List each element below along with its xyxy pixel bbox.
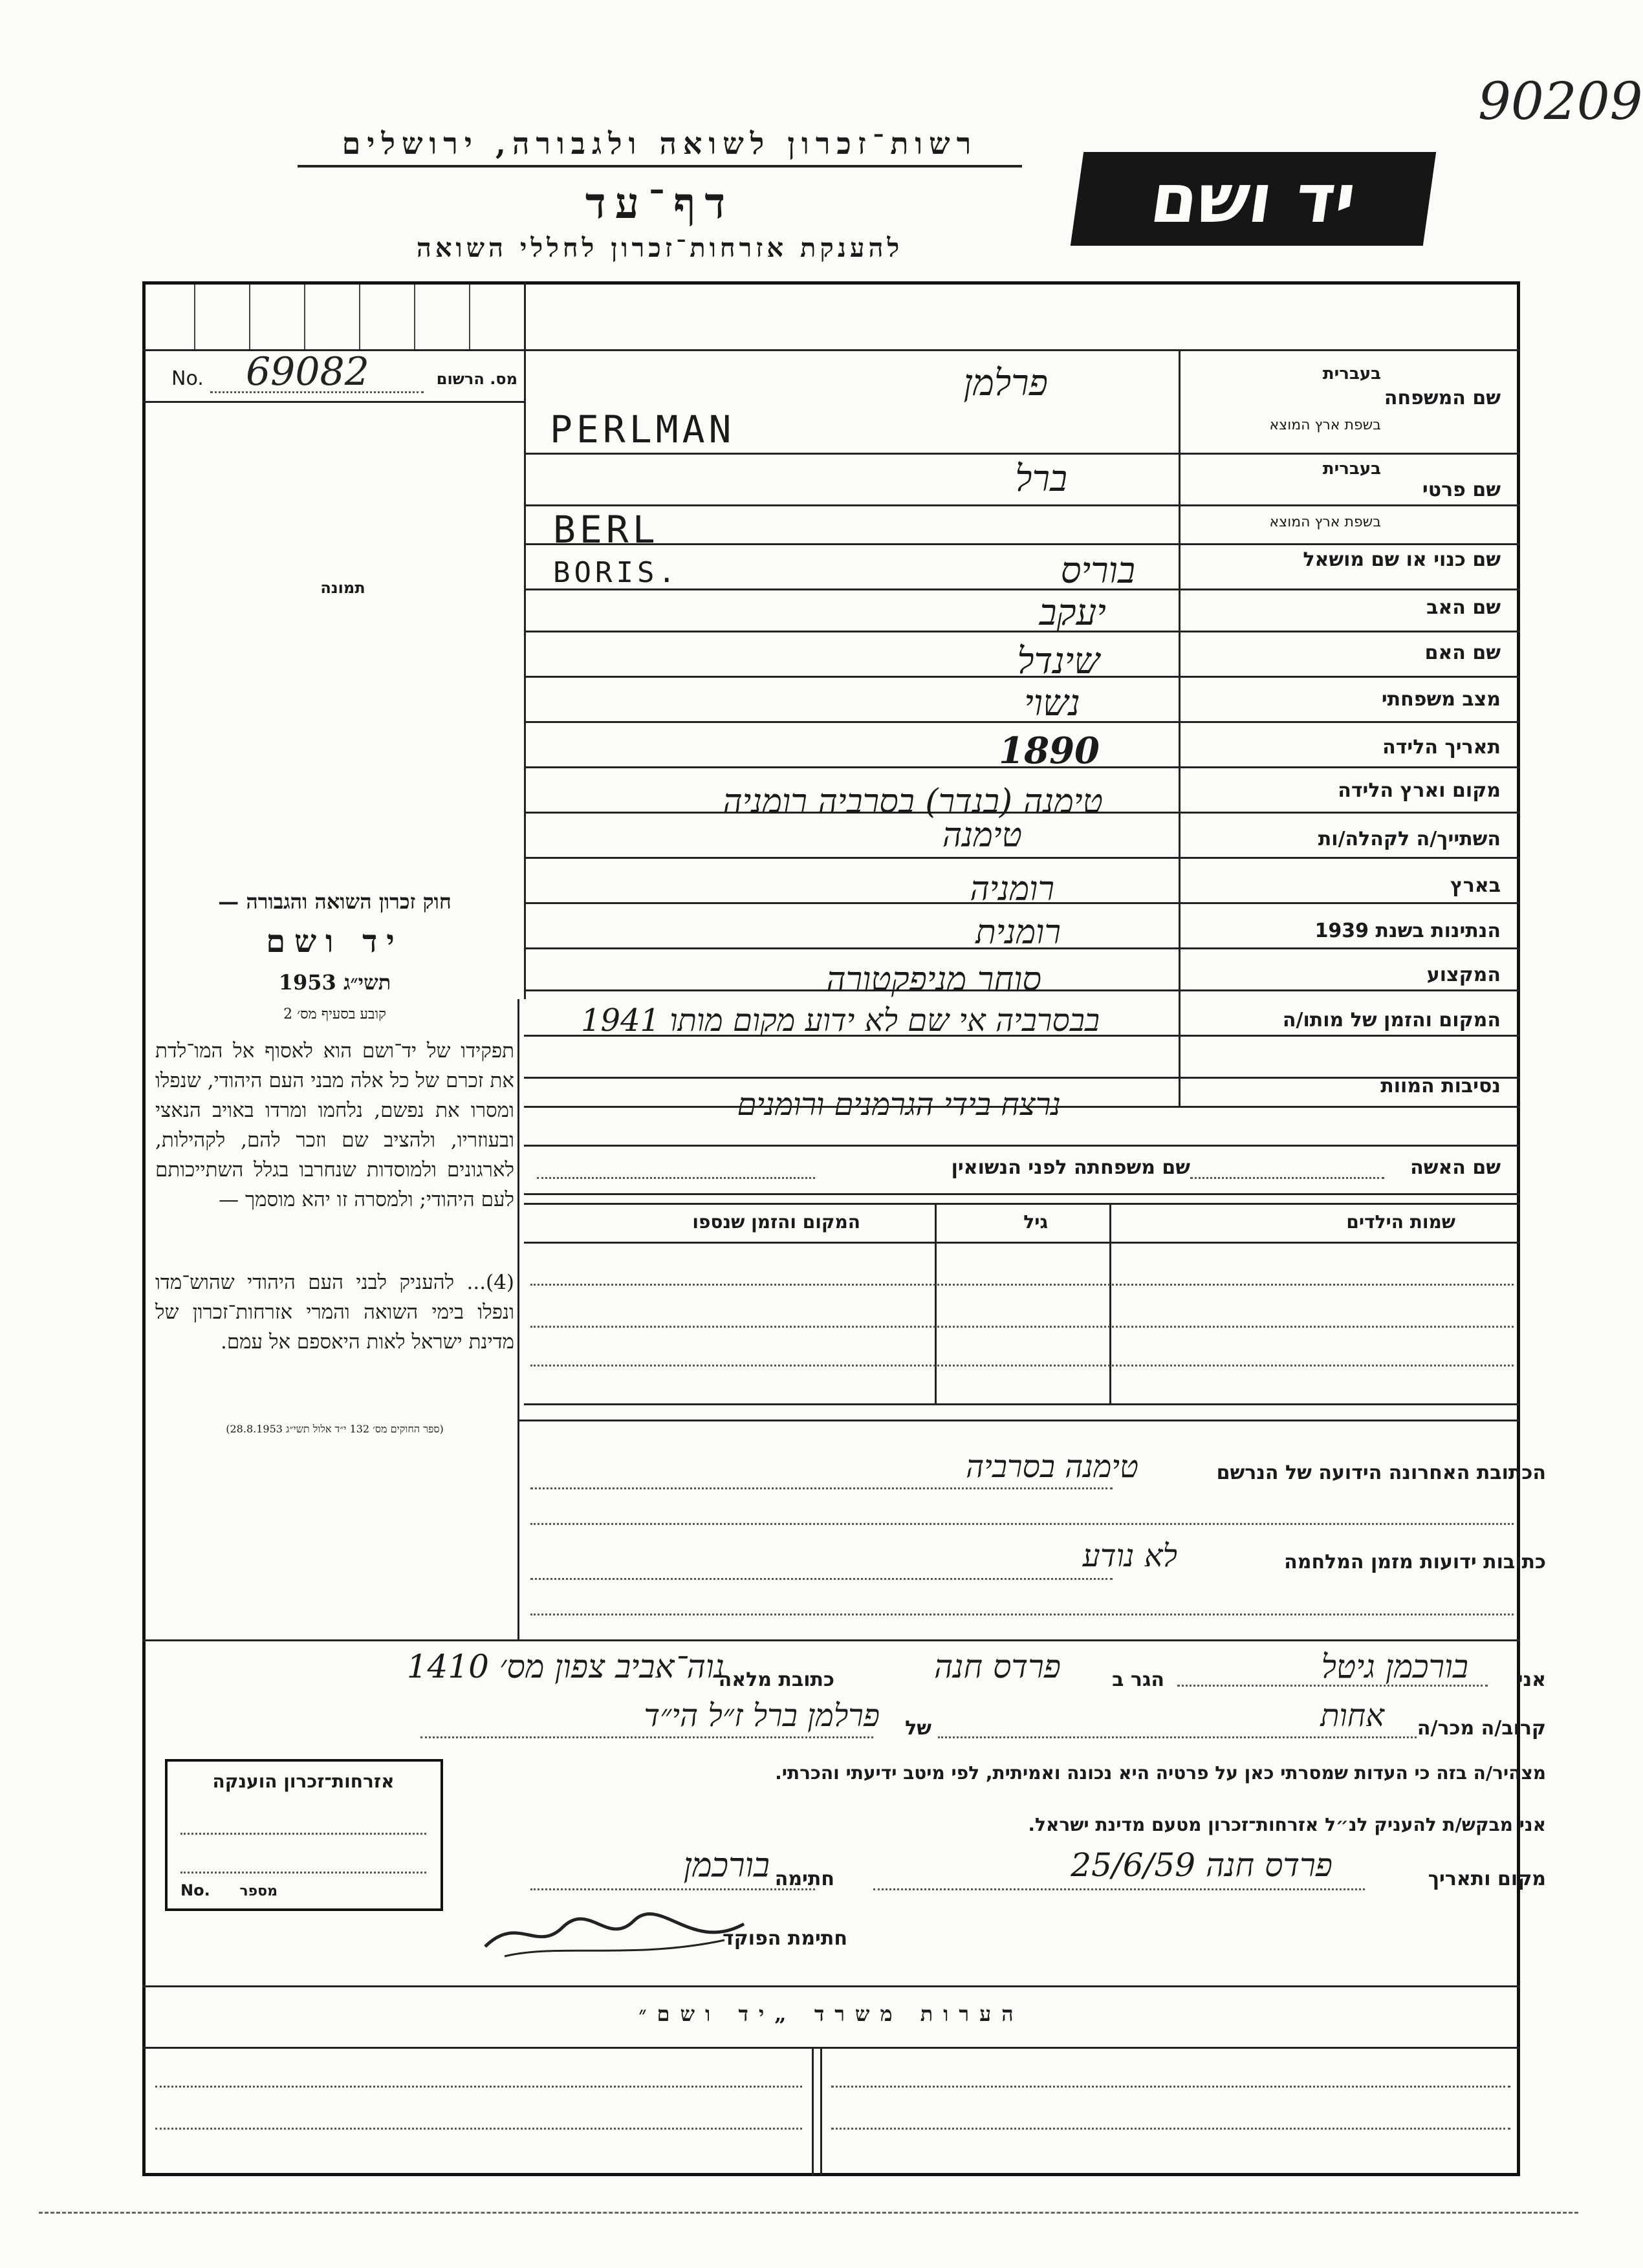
statement-2: אני מבקש/ת להעניק לנ״ל אזרחות־זכרון מטעם מדינת ישראל. bbox=[1028, 1814, 1546, 1835]
corner-number: 90209 bbox=[1478, 71, 1643, 131]
authority-heading: רשות־זכרון לשואה ולגבורה, ירושלים bbox=[298, 126, 1022, 167]
last-address-label: הכתובת האחרונה הידועה של הנרשם bbox=[1216, 1462, 1546, 1484]
wife-label: שם האשה bbox=[1410, 1156, 1501, 1179]
signature-label: חתימה bbox=[774, 1868, 834, 1890]
page-title: דף־עד bbox=[585, 178, 735, 228]
nickname-latin: BORIS. bbox=[553, 556, 679, 589]
photo-label: תמונה bbox=[320, 579, 365, 597]
bottom-edge bbox=[39, 2212, 1578, 2214]
death-place-value: בבסרביה אי שם לא ידוע מקום מותו 1941 bbox=[580, 1002, 1100, 1039]
law-name: יד ושם bbox=[266, 923, 404, 960]
death-circumstances-value: נרצח בידי הגרמנים ורומנים bbox=[737, 1086, 1061, 1123]
page-subtitle: להענקת אזרחות־זכרון לחללי השואה bbox=[416, 233, 904, 263]
of-label: של bbox=[905, 1717, 931, 1740]
marital-value: נשוי bbox=[1024, 682, 1080, 724]
statement-1: מצהיר/ה בזה כי העדות שמסרתי כאן על פרטיה היא נכונה ואמיתית, לפי מיטב ידיעתי והכרתי. bbox=[775, 1762, 1546, 1784]
declarant-ani-label: אני bbox=[1517, 1669, 1546, 1691]
community-label: השתייך/ה לקהלה/ות bbox=[1318, 828, 1501, 850]
declarant-resides-label: הגר ב bbox=[1112, 1669, 1164, 1691]
first-name-label: שם פרטי bbox=[1422, 479, 1501, 501]
death-place-label: המקום והזמן של מותו/ה bbox=[1282, 1009, 1501, 1031]
registration-no-label: No. bbox=[171, 367, 204, 390]
relative-label: קרוב/ה מכר/ה bbox=[1417, 1717, 1546, 1740]
war-address-value: לא נודע bbox=[1082, 1538, 1177, 1574]
logo-text: יד ושם bbox=[1146, 159, 1361, 238]
declarant-resides-value: פרדס חנה bbox=[933, 1648, 1061, 1685]
certificate-no-label: No. bbox=[180, 1881, 210, 1899]
registration-number: 69082 bbox=[246, 349, 369, 394]
children-header-place: המקום והזמן שנספו bbox=[692, 1211, 860, 1233]
children-header-age: גיל bbox=[1023, 1211, 1048, 1233]
first-name-origin-label: בשפת ארץ המוצא bbox=[1269, 514, 1381, 530]
law-text-2: (4)... להעניק לבני העם היהודי שהוש־מדו ונפלו בימי השואה והמרי אזרחות־זכרון של מדינת ישראל לאות היאספם אל עמם. bbox=[155, 1271, 514, 1354]
profession-label: המקצוע bbox=[1426, 964, 1501, 986]
marital-label: מצב משפחתי bbox=[1381, 688, 1501, 711]
first-name-hebrew-label: בעברית bbox=[1322, 459, 1381, 479]
war-address-label: כתובות ידועות מזמן המלחמה bbox=[1284, 1551, 1546, 1573]
family-name-hebrew-label: בעברית bbox=[1322, 364, 1381, 383]
of-value: פרלמן ברל ז״ל הי״ד bbox=[644, 1698, 880, 1734]
children-header-names: שמות הילדים bbox=[1346, 1211, 1455, 1233]
registration-label: מס. הרשום bbox=[436, 370, 517, 388]
law-text-1: תפקידו של יד־ושם הוא לאסוף אל המו־לדת את זכרם של כל אלה מבני העם היהודי, שנפלו ומסרו את נפשם, נלחמו ומרדו באויב הנאצי ובעוזריו, ולהציב שם וזכר להם, לקהילות, לארגונים ולמוסדות שנחרבו בגלל השתייכותם לעם היהודי; ולמסרה זו יהא מוסמך — bbox=[155, 1039, 514, 1211]
certificate-title: אזרחות־זכרון הוענקה bbox=[212, 1771, 395, 1792]
citizenship-value: רומנית bbox=[975, 913, 1061, 952]
nickname-hebrew: בוריס bbox=[1060, 550, 1135, 592]
law-reference: (ספר החוקים מס׳ 132 י״ד אלול תשי״ג 28.8.1953) bbox=[226, 1423, 444, 1435]
inspector-label: חתימת הפוקד bbox=[723, 1927, 847, 1950]
father-label: שם האב bbox=[1426, 596, 1501, 619]
law-year: תשי״ג 1953 bbox=[278, 970, 391, 995]
declarant-address-label: כתובת מלאה bbox=[718, 1669, 834, 1691]
inspector-signature bbox=[479, 1908, 750, 1960]
place-date-value: פרדס חנה 25/6/59 bbox=[1071, 1846, 1333, 1884]
birthdate-value: 1890 bbox=[999, 729, 1100, 772]
country-value: רומניה bbox=[970, 870, 1054, 909]
signature-value: בורכמן bbox=[683, 1846, 770, 1885]
certificate-num-label: מספר bbox=[239, 1883, 277, 1899]
mother-value: שינדל bbox=[1017, 640, 1100, 682]
birthplace-label: מקום וארץ הלידה bbox=[1338, 779, 1501, 802]
nickname-label: שם כנוי או שם מושאל bbox=[1303, 548, 1501, 571]
declarant-name: בורכמן גיטל bbox=[1321, 1648, 1468, 1685]
yad-vashem-logo bbox=[1071, 152, 1436, 246]
community-value: טימנה bbox=[942, 816, 1022, 855]
birthdate-label: תאריך הלידה bbox=[1382, 736, 1501, 759]
citizenship-certificate-box bbox=[165, 1759, 443, 1911]
citizenship-label: הנתינות בשנת 1939 bbox=[1314, 920, 1501, 942]
birthplace-value: טימנה (בנדר) בסרביה רומניה bbox=[723, 783, 1103, 821]
country-label: בארץ bbox=[1450, 874, 1501, 897]
place-date-label: מקום ותאריך bbox=[1428, 1868, 1546, 1890]
law-title: חוק זכרון השואה והגבורה — bbox=[218, 889, 452, 914]
family-name-hebrew: פרלמן bbox=[963, 362, 1048, 404]
family-name-label: שם המשפחה bbox=[1384, 387, 1501, 409]
father-value: יעקב bbox=[1039, 592, 1106, 634]
profession-value: סוחר מניפקטורה bbox=[826, 960, 1041, 999]
office-notes-title: הערות משרד „יד ושם״ bbox=[638, 2002, 1024, 2026]
death-circumstances-label: נסיבות המוות bbox=[1380, 1075, 1501, 1097]
last-address-value: טימנה בסרביה bbox=[966, 1449, 1138, 1485]
law-section: קובע בסעיף מס׳ 2 bbox=[283, 1006, 386, 1022]
relative-value: אחות bbox=[1320, 1698, 1384, 1734]
first-name-latin: BERL bbox=[553, 508, 659, 552]
declarant-address-value: נוה־אביב צפון מס׳ 1410 bbox=[406, 1648, 724, 1685]
family-name-origin-label: בשפת ארץ המוצא bbox=[1269, 417, 1381, 433]
mother-label: שם האם bbox=[1424, 642, 1501, 664]
first-name-hebrew: ברל bbox=[1015, 458, 1067, 500]
family-name-latin: PERLMAN bbox=[550, 407, 735, 451]
maiden-name-label: שם משפחתה לפני הנשואין bbox=[951, 1156, 1190, 1179]
